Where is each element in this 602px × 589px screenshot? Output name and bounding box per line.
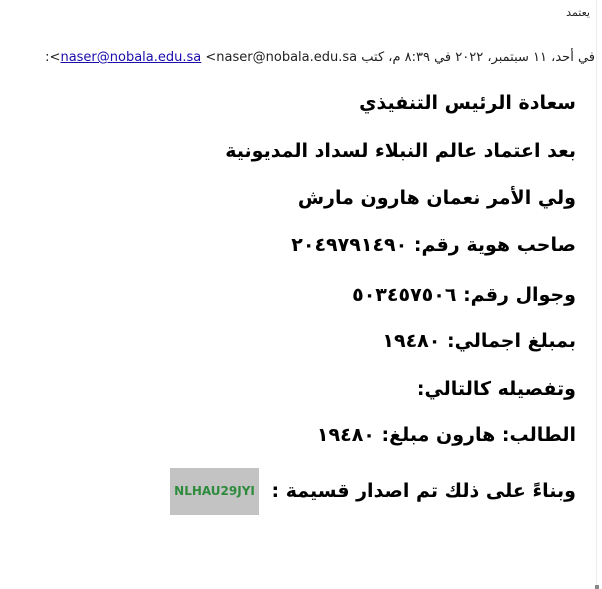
quote-date: في أحد، ١١ سبتمبر، ٢٠٢٢ في ٨:٣٩ م، كتب bbox=[361, 50, 595, 65]
body-line-voucher bbox=[170, 468, 576, 515]
body-line-guardian: ولي الأمر نعمان هارون مارش bbox=[297, 187, 576, 209]
quote-header bbox=[10, 50, 595, 65]
quote-suffix: : bbox=[45, 50, 50, 65]
scrollbar[interactable] bbox=[596, 0, 597, 589]
body-line-mobile: وجوال رقم: ٥٠٣٤٥٧٥٠٦ bbox=[352, 284, 576, 306]
body-line-id-number: صاحب هوية رقم: ٢٠٤٩٧٩١٤٩٠ bbox=[291, 234, 576, 256]
body-line-approval: بعد اعتماد عالم النبلاء لسداد المديونية bbox=[225, 140, 576, 162]
voucher-text: وبناءً على ذلك تم اصدار قسيمة : bbox=[271, 480, 576, 502]
scrollbar-thumb[interactable] bbox=[595, 585, 599, 589]
sender-email: <naser@nobala.edu.sa> bbox=[49, 50, 358, 65]
body-line-student: الطالب: هارون مبلغ: ١٩٤٨٠ bbox=[316, 424, 576, 446]
voucher-code: NLHAU29JYI bbox=[170, 468, 259, 515]
status-label: يعتمد bbox=[566, 6, 590, 19]
body-line-total-amount: بمبلغ اجمالي: ١٩٤٨٠ bbox=[382, 330, 576, 352]
body-line-salutation: سعادة الرئيس التنفيذي bbox=[359, 92, 576, 114]
sender-link[interactable]: naser@nobala.edu.sa bbox=[60, 50, 202, 65]
body-line-details-heading: وتفصيله كالتالي: bbox=[416, 378, 576, 400]
